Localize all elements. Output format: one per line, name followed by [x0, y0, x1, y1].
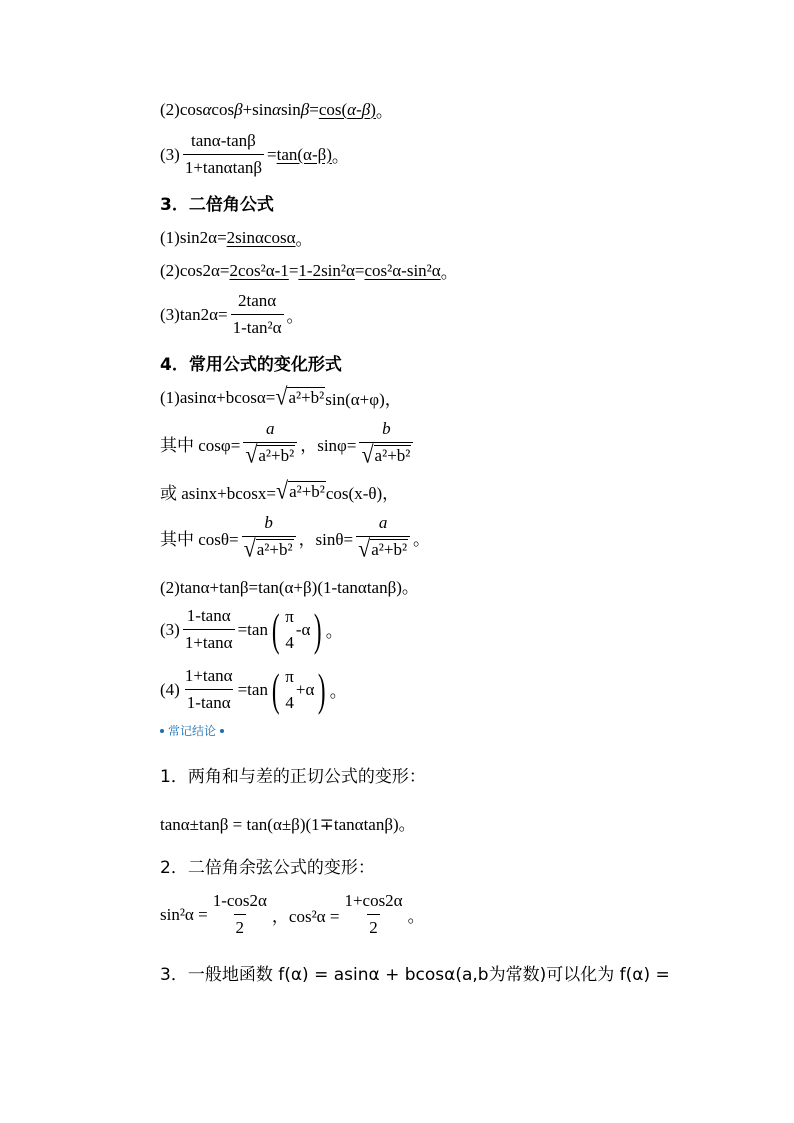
fraction	[183, 665, 235, 714]
denominator: 4	[285, 692, 294, 712]
badge-label: 常记结论	[168, 724, 217, 738]
section-heading-3: 3．二倍角公式	[160, 195, 274, 215]
numerator: b	[264, 513, 273, 532]
text: 。	[329, 682, 347, 701]
text: 2sinαcosα	[226, 227, 296, 247]
section-heading-4: 4．常用公式的变化形式	[160, 355, 342, 375]
numerator: 2tanα	[237, 291, 277, 310]
numerator: π	[285, 666, 294, 686]
numerator: 1+cos2α	[344, 891, 403, 910]
formula-theta	[160, 512, 430, 562]
numerator: a	[378, 513, 388, 532]
fraction: b √ a²+b²	[359, 418, 413, 468]
text: (4)	[160, 679, 180, 699]
numerator: π	[285, 606, 294, 626]
dot-icon	[220, 729, 224, 733]
numerator: 1-tanα	[186, 606, 231, 625]
text: cos	[211, 99, 235, 119]
text: 2cos²α-1	[229, 260, 289, 280]
text: ，cos²α =	[271, 907, 340, 926]
formula-tan-sum-var: (2)tanα+tanβ=tan(α+β)(1-tanαtanβ)。	[160, 578, 419, 597]
text: +α	[295, 679, 315, 699]
denominator: 1+tanαtanβ	[183, 154, 264, 179]
radicand: a²+b²	[258, 446, 295, 465]
text: 。	[286, 307, 304, 326]
numerator: tanα-tanβ	[191, 131, 256, 150]
fraction: a √ a²+b²	[243, 418, 297, 468]
text: =	[267, 144, 277, 164]
denominator: 2	[367, 914, 380, 939]
fraction	[231, 290, 284, 339]
text: (3)tan2α=	[160, 304, 228, 324]
numerator: 1+tanα	[184, 666, 233, 685]
denominator: 1+tanα	[183, 629, 235, 654]
radicand: a²+b²	[256, 540, 293, 559]
text: sin²α =	[160, 904, 208, 924]
text: ，sinφ=	[300, 435, 357, 455]
dot-icon	[160, 729, 164, 733]
text: (1)sin2α=	[160, 227, 227, 247]
formula-cos2a	[160, 258, 458, 283]
text: 。	[295, 230, 313, 249]
text: -	[356, 99, 362, 119]
text: (2)cos2α=	[160, 260, 230, 280]
conclusion-2-formula	[160, 890, 425, 939]
text: (1)asinα+bcosα=	[160, 387, 276, 407]
text: 其中 cosφ=	[160, 435, 241, 455]
denominator: 1-tan²α	[231, 314, 284, 339]
text: (3)	[160, 619, 180, 639]
text: 1-2sin²α	[298, 260, 355, 280]
conclusion-2-heading: 2．二倍角余弦公式的变形：	[160, 858, 375, 878]
text: cos²α-sin²α	[364, 260, 441, 280]
conclusion-badge	[160, 722, 224, 739]
text: =	[309, 99, 319, 119]
text: cos(	[318, 99, 348, 119]
text: ，sinθ=	[298, 529, 354, 549]
text: (3)	[160, 144, 180, 164]
denominator: 2	[234, 914, 247, 939]
text: sin(α+φ)，	[325, 390, 402, 409]
text: 或 asinx+bcosx=	[160, 484, 276, 503]
formula-phi	[160, 418, 416, 468]
formula-tan-quarter-minus: (3) $\frac{1-\tan\alpha}{1+\tan\alpha}$ =tan ( π 4 -α ) 。	[160, 603, 343, 655]
text: tan(α-β)	[276, 144, 332, 164]
text: cos(x-θ)，	[325, 484, 400, 503]
formula-tan2a	[160, 290, 304, 339]
denominator: 4	[285, 632, 294, 652]
formula-tan-diff	[160, 130, 349, 179]
formula-sin2a	[160, 225, 312, 250]
numerator: 1-cos2α	[212, 891, 267, 910]
fraction	[342, 890, 404, 939]
text: 。	[325, 622, 343, 641]
text: 。	[413, 529, 431, 549]
fraction	[183, 605, 235, 654]
text: (2)cos	[160, 99, 203, 119]
fraction	[211, 890, 269, 939]
conclusion-1-formula: tanα±tanβ = tan(α±β)(1∓tanαtanβ)。	[160, 815, 416, 834]
text: +sin	[242, 99, 272, 119]
sqrt: √ a²+b²	[275, 476, 325, 505]
text: 其中 cosθ=	[160, 529, 239, 549]
text: =	[288, 260, 299, 280]
text: =	[354, 260, 365, 280]
formula-aux-angle-cos	[160, 476, 400, 505]
radicand: a²+b²	[289, 482, 325, 501]
numerator: b	[382, 419, 391, 438]
sqrt: √ a²+b²	[275, 382, 325, 411]
fraction: a √ a²+b²	[356, 512, 410, 562]
fraction	[183, 130, 264, 179]
text: )	[370, 99, 376, 119]
numerator: a	[266, 419, 275, 438]
conclusion-3: 3．一般地函数 f(α) = asinα + bcosα(a,b为常数)可以化为 f(α) =	[160, 965, 670, 985]
text: 。	[331, 147, 349, 166]
text: 。	[407, 907, 425, 926]
text: sin	[280, 99, 301, 119]
radicand: a²+b²	[374, 446, 411, 465]
text: -α	[295, 619, 311, 639]
fraction: b √ a²+b²	[242, 512, 296, 562]
formula-aux-angle	[160, 382, 402, 411]
text: 。	[440, 263, 458, 282]
text: =tan	[237, 679, 268, 699]
formula-tan-quarter-plus: (4) $\frac{1+\tan\alpha}{1-\tan\alpha}$ =tan ( π 4 +α ) 。	[160, 663, 347, 715]
text: =tan	[237, 619, 268, 639]
denominator: 1-tanα	[185, 689, 233, 714]
radicand: a²+b²	[371, 540, 408, 559]
radicand: a²+b²	[288, 388, 325, 407]
formula-cos-diff: (2)cos α cos β +sin α sin β = cos(α-β) 。	[160, 97, 393, 122]
text: 。	[375, 102, 393, 121]
conclusion-1-heading: 1．两角和与差的正切公式的变形：	[160, 767, 426, 787]
